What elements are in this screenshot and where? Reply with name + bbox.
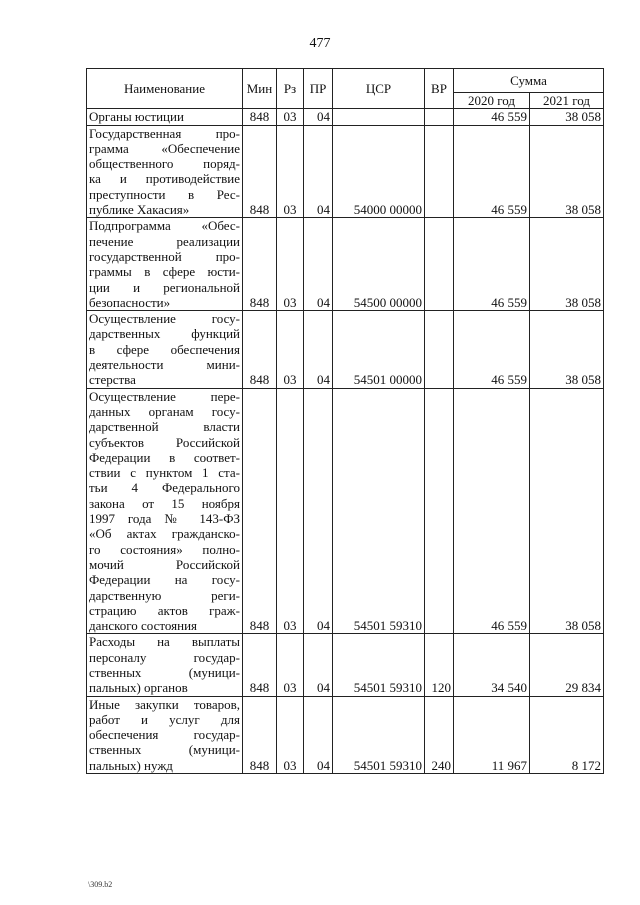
row-name — [87, 109, 243, 125]
budget-table — [86, 68, 604, 774]
row-rz: 03 — [277, 311, 304, 388]
row-name-line: ствии с пунктом 1 ста- — [89, 465, 240, 481]
row-pr: 04 — [304, 311, 333, 388]
row-name-line: го состояния» полно- — [89, 541, 240, 557]
row-name-line: Иные закупки товаров, — [89, 696, 240, 712]
row-csr: 54501 59310 — [333, 634, 425, 696]
row-name-line: ка и противодействие — [89, 171, 240, 187]
row-min: 848 — [243, 109, 277, 125]
row-vr — [425, 109, 454, 125]
row-name-line: Органы юстиции — [89, 109, 184, 125]
row-name-line: обеспечения государ- — [89, 727, 240, 743]
row-name-line: Осуществление госу- — [89, 311, 240, 327]
row-amount-2021: 38 058 — [530, 388, 604, 634]
row-name-line: дарственную реги- — [89, 587, 240, 603]
row-vr — [425, 125, 454, 218]
row-name-line: безопасности» — [89, 294, 171, 310]
row-amount-2020: 46 559 — [454, 311, 530, 388]
row-name-line: Подпрограмма «Обес- — [89, 218, 240, 234]
table-row — [87, 109, 604, 125]
row-name-line: Осуществление пере- — [89, 388, 240, 404]
row-name-line: стерства — [89, 372, 136, 388]
row-vr: 120 — [425, 634, 454, 696]
row-amount-2020: 46 559 — [454, 218, 530, 311]
row-amount-2021: 29 834 — [530, 634, 604, 696]
row-name-line: данных органам госу- — [89, 403, 240, 419]
table-row — [87, 634, 604, 696]
row-pr: 04 — [304, 125, 333, 218]
row-amount-2020: 11 967 — [454, 696, 530, 773]
row-csr: 54501 00000 — [333, 311, 425, 388]
row-vr — [425, 218, 454, 311]
table-row — [87, 388, 604, 634]
row-name-line: грамма «Обеспечение — [89, 140, 240, 156]
row-amount-2021: 8 172 — [530, 696, 604, 773]
row-name-line: дарственной власти — [89, 419, 240, 435]
row-amount-2020: 46 559 — [454, 388, 530, 634]
row-amount-2021: 38 058 — [530, 125, 604, 218]
row-name-line: данского состояния — [89, 618, 198, 634]
row-min: 848 — [243, 218, 277, 311]
table-body — [87, 109, 604, 774]
header-sum: Сумма — [454, 69, 604, 93]
header-name: Наименование — [87, 69, 243, 109]
row-amount-2021: 38 058 — [530, 109, 604, 125]
row-name — [87, 125, 243, 218]
row-rz: 03 — [277, 109, 304, 125]
row-amount-2021: 38 058 — [530, 311, 604, 388]
header-year-2020: 2020 год — [454, 93, 530, 109]
row-name-line: ственных (муници- — [89, 742, 240, 758]
row-name-line: дарственных функций — [89, 326, 240, 342]
row-name-line: ции и региональной — [89, 279, 240, 295]
table-row — [87, 311, 604, 388]
row-name-line: в сфере обеспечения — [89, 341, 240, 357]
row-amount-2020: 46 559 — [454, 125, 530, 218]
row-name-line: закона от 15 ноября — [89, 495, 240, 511]
row-name-line: ственных (муници- — [89, 664, 240, 680]
row-pr: 04 — [304, 218, 333, 311]
row-vr — [425, 388, 454, 634]
row-name — [87, 218, 243, 311]
row-csr: 54501 59310 — [333, 696, 425, 773]
row-pr: 04 — [304, 696, 333, 773]
row-name-line: печение реализации — [89, 233, 240, 249]
row-name-line: работ и услуг для — [89, 711, 240, 727]
row-min: 848 — [243, 311, 277, 388]
row-csr: 54500 00000 — [333, 218, 425, 311]
row-name-line: государственной про- — [89, 248, 240, 264]
header-csr: ЦСР — [333, 69, 425, 109]
row-name-line: «Об актах гражданско- — [89, 526, 240, 542]
row-min: 848 — [243, 634, 277, 696]
footer-code: \309.b2 — [88, 880, 113, 889]
row-csr — [333, 109, 425, 125]
row-min: 848 — [243, 388, 277, 634]
row-name-line: граммы в сфере юсти- — [89, 264, 240, 280]
row-name — [87, 696, 243, 773]
row-name-line: Федерации в соответ- — [89, 449, 240, 465]
row-min: 848 — [243, 125, 277, 218]
row-name-line: страцию актов граж- — [89, 602, 240, 618]
header-rz: Рз — [277, 69, 304, 109]
header-min: Мин — [243, 69, 277, 109]
row-amount-2021: 38 058 — [530, 218, 604, 311]
row-name-line: преступности в Рес- — [89, 186, 240, 202]
row-name-line: публике Хакасия» — [89, 202, 190, 218]
row-name-line: пальных) органов — [89, 680, 188, 696]
row-name-line: деятельности мини- — [89, 357, 240, 373]
row-pr: 04 — [304, 634, 333, 696]
row-name-line: 1997 года № 143-ФЗ — [89, 511, 240, 527]
row-vr: 240 — [425, 696, 454, 773]
row-rz: 03 — [277, 634, 304, 696]
table-row — [87, 696, 604, 773]
table-row — [87, 218, 604, 311]
header-pr: ПР — [304, 69, 333, 109]
row-csr: 54501 59310 — [333, 388, 425, 634]
row-name-line: субъектов Российской — [89, 434, 240, 450]
row-name — [87, 634, 243, 696]
row-pr: 04 — [304, 388, 333, 634]
row-name-line: Государственная про- — [89, 125, 240, 141]
row-name-line: персоналу государ- — [89, 649, 240, 665]
row-name-line: мочий Российской — [89, 556, 240, 572]
row-name-line: Федерации на госу- — [89, 572, 240, 588]
row-name-line: тьи 4 Федерального — [89, 480, 240, 496]
row-rz: 03 — [277, 125, 304, 218]
page-number: 477 — [309, 36, 331, 51]
header-year-2021: 2021 год — [530, 93, 604, 109]
row-amount-2020: 46 559 — [454, 109, 530, 125]
row-amount-2020: 34 540 — [454, 634, 530, 696]
row-vr — [425, 311, 454, 388]
row-rz: 03 — [277, 696, 304, 773]
row-name — [87, 311, 243, 388]
table-row — [87, 125, 604, 218]
row-name — [87, 388, 243, 634]
row-rz: 03 — [277, 388, 304, 634]
row-name-line: Расходы на выплаты — [89, 634, 240, 650]
header-vr: ВР — [425, 69, 454, 109]
row-csr: 54000 00000 — [333, 125, 425, 218]
row-rz: 03 — [277, 218, 304, 311]
row-name-line: пальных) нужд — [89, 757, 173, 773]
row-name-line: общественного поряд- — [89, 156, 240, 172]
row-min: 848 — [243, 696, 277, 773]
row-pr: 04 — [304, 109, 333, 125]
